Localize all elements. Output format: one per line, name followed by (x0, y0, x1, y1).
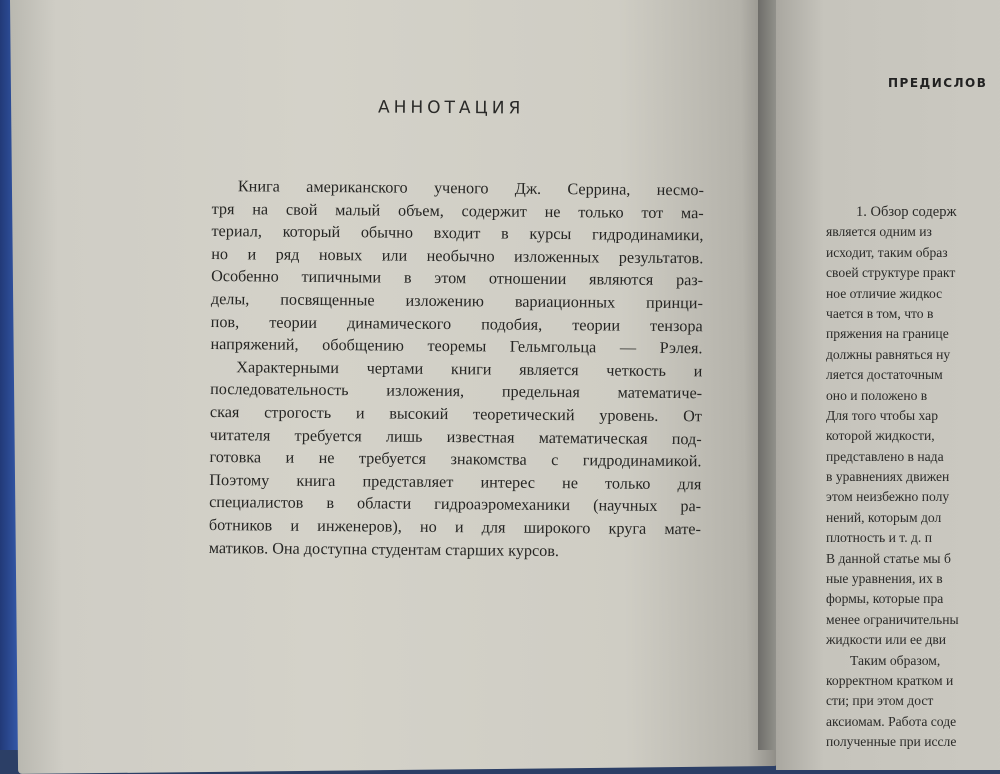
annotation-text (209, 175, 704, 563)
text-line: но и ряд новых или необычно изложенных результатов. (211, 244, 704, 268)
page-title: АННОТАЦИЯ (377, 97, 525, 119)
text-line: жидкости или ее дви (826, 632, 947, 648)
text-line: аксиомам. Работа соде (826, 713, 957, 729)
text-line: сти; при этом дост (826, 693, 934, 709)
text-line: чается в том, что в (826, 305, 934, 321)
text-line: плотность и т. д. п (826, 530, 932, 546)
text-line: своей структуре практ (826, 265, 956, 281)
text-line: формы, которые пра (826, 591, 944, 607)
text-line: ные уравнения, их в (826, 571, 943, 587)
text-line: Характерными чертами книги является четкость и (236, 357, 703, 381)
text-line: корректном кратком и (826, 672, 954, 688)
text-line: представлено в нада (826, 448, 944, 464)
text-line: менее ограничительны (826, 611, 959, 627)
text-line: читателя требуется лишь известная математическая под- (209, 425, 702, 448)
text-line: делы, посвященные изложению вариационных принци- (210, 289, 703, 313)
text-line: В данной статье мы б (826, 550, 951, 566)
text-line: ская строгость и высокий теоретический уровень. От (209, 402, 702, 426)
text-line: пов, теории динамического подобия, теории тензора (210, 312, 703, 335)
text-line: последовательность изложения, предельная математиче- (210, 380, 703, 403)
text-line: ботников и инженеров), но и для широкого круга мате- (208, 515, 702, 539)
text-line: матиков. Она доступна студентам старших курсов. (208, 538, 560, 560)
text-line: Таким образом, (850, 652, 941, 668)
text-line: тря на свой малый объем, содержит не только тот ма- (211, 199, 704, 222)
right-page-text (826, 202, 1000, 753)
text-line: оно и положено в (826, 387, 928, 403)
text-line: ляется достаточным (826, 367, 943, 383)
text-line: Особенно типичными в этом отношении являются раз- (211, 267, 704, 290)
text-line: Для того чтобы хар (826, 407, 938, 423)
text-line: которой жидкости, (826, 428, 935, 444)
right-page-heading: ПРЕДИСЛОВ (888, 76, 988, 90)
text-line: полученные при иссле (826, 734, 957, 750)
text-line: Поэтому книга представляет интерес не только для (209, 470, 702, 494)
text-line: является одним из (826, 224, 932, 240)
text-line: этом неизбежно полу (826, 489, 950, 505)
text-line: 1. Обзор содерж (856, 204, 957, 220)
text-line: Книга американского ученого Дж. Серрина, несмо- (237, 177, 704, 200)
text-line: в уравнениях движен (826, 469, 950, 485)
text-line: специалистов в области гидроаэромеханики (научных ра- (209, 493, 702, 516)
text-line: нений, которым дол (826, 509, 942, 525)
text-line: ное отличие жидкос (826, 285, 943, 301)
text-line: исходит, таким образ (826, 244, 948, 260)
text-line: териал, который обычно входит в курсы гидродинамики, (211, 222, 704, 245)
text-line: пряжения на границе (826, 326, 949, 342)
text-line: должны равняться ну (826, 346, 951, 362)
text-line: напряжений, обобщению теоремы Гельмгольца — Рэлея. (210, 335, 703, 358)
right-page (776, 0, 1000, 770)
text-line: готовка и не требуется знакомства с гидродинамикой. (209, 448, 702, 471)
